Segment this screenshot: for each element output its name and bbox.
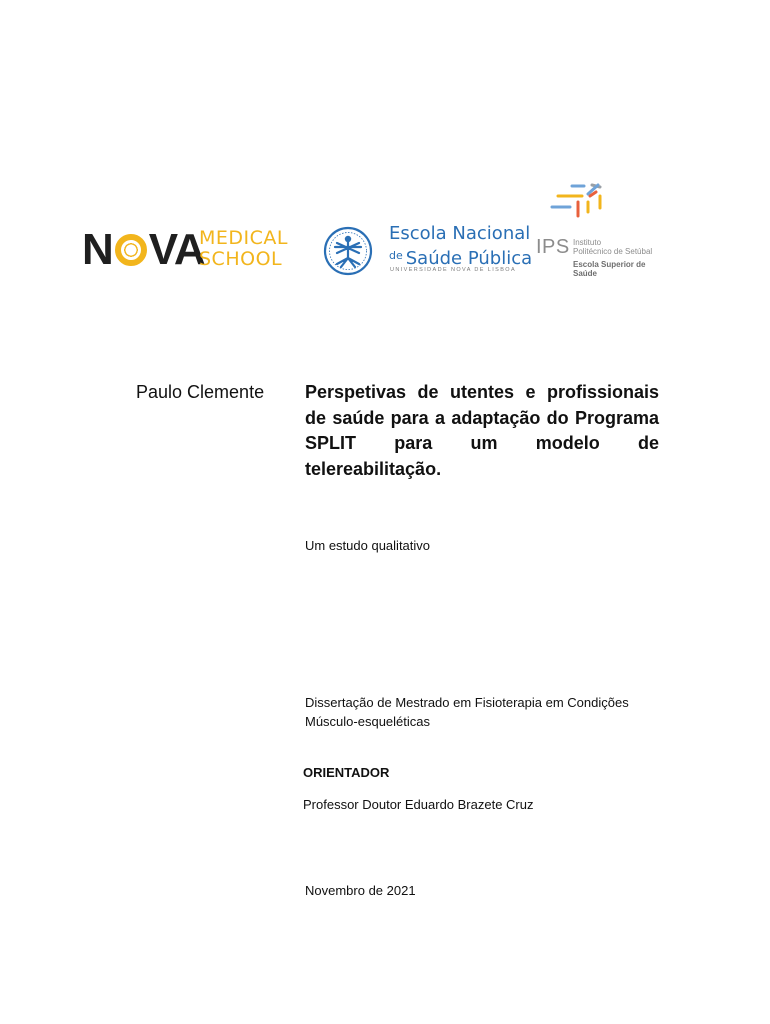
advisor-label: ORIENTADOR [303, 765, 390, 780]
advisor-name: Professor Doutor Eduardo Brazete Cruz [303, 797, 534, 812]
nova-letter-n: N [82, 225, 113, 274]
ensp-name-prefix: de [389, 249, 403, 262]
ensp-name-line2-text: Saúde Pública [405, 248, 533, 269]
degree-description [305, 693, 665, 731]
nova-wordmark [82, 226, 205, 274]
degree-line1: Dissertação de Mestrado em Fisioterapia em Condições [305, 695, 629, 710]
ips-school-line1: Escola Superior de [573, 260, 646, 269]
ensp-emblem-icon [323, 226, 373, 276]
thesis-subtitle: Um estudo qualitativo [305, 538, 431, 553]
ips-mark-icon [548, 182, 608, 222]
degree-line2: Músculo-esqueléticas [305, 714, 431, 729]
thesis-title: Perspetivas de utentes e profissionais de saúde para a adaptação do Programa SPLIT para um modelo de telereabilitação. [305, 382, 659, 479]
ensp-university-text: UNIVERSIDADE NOVA DE LISBOA [390, 267, 517, 273]
ips-letters: IPS [536, 236, 570, 258]
submission-date: Novembro de 2021 [305, 883, 416, 898]
logo-bar [0, 0, 770, 300]
nova-letters-va: VA [148, 225, 205, 274]
ips-institute-line1: Instituto [573, 238, 602, 247]
nova-o-ring-icon [115, 234, 147, 266]
author-name: Paulo Clemente [136, 382, 265, 402]
ips-institution-text [573, 238, 652, 278]
ips-institute-line2: Politécnico de Setúbal [573, 247, 653, 256]
ensp-name [389, 223, 532, 270]
nova-medical-text: MEDICAL [199, 227, 288, 249]
nova-school-text: SCHOOL [199, 248, 283, 270]
nova-subtitle [199, 228, 288, 270]
ips-school-line2: Saúde [573, 269, 598, 278]
ensp-name-line1: Escola Nacional [389, 223, 531, 244]
